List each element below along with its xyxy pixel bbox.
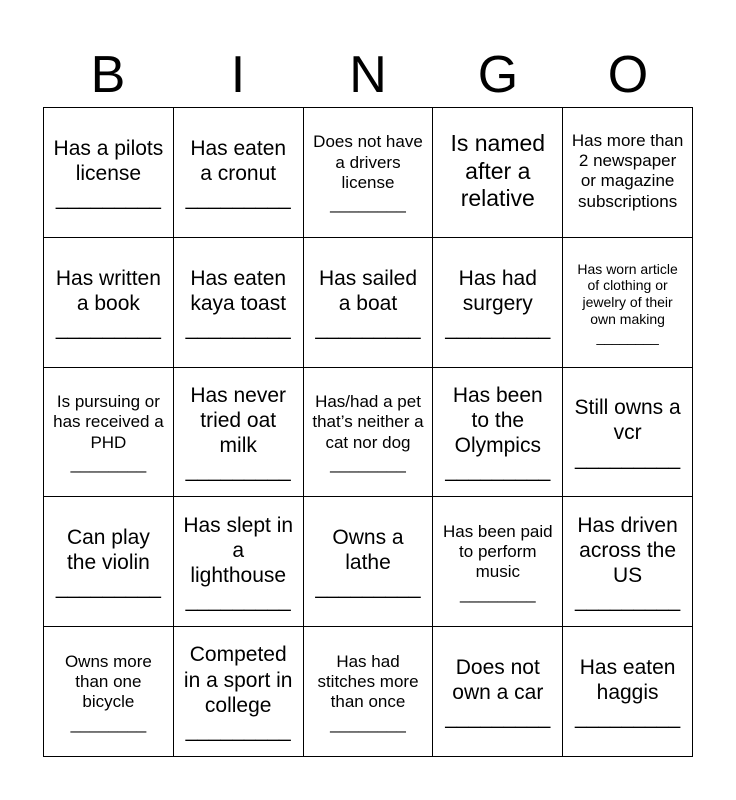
bingo-board — [43, 107, 693, 757]
signature-line: _________ — [315, 576, 421, 600]
bingo-cell[interactable] — [174, 108, 304, 238]
bingo-cell[interactable] — [44, 108, 174, 238]
signature-line: ________ — [459, 583, 536, 603]
cell-text: Has slept in a lighthouse — [183, 513, 294, 587]
bingo-cell[interactable] — [563, 497, 693, 627]
signature-line: _________ — [55, 576, 161, 600]
signature-line: ________ — [330, 194, 406, 214]
signature-line: ________ — [596, 328, 659, 345]
bingo-cell[interactable] — [563, 238, 693, 368]
header-letter-b: B — [90, 46, 126, 104]
bingo-cell[interactable] — [304, 627, 434, 757]
cell-text: Has driven across the US — [577, 513, 678, 587]
cell-text: Does not own a car — [452, 655, 544, 705]
bingo-cell[interactable] — [433, 238, 563, 368]
bingo-cell[interactable] — [563, 108, 693, 238]
cell-text: Has a pilots license — [53, 136, 164, 185]
cell-text: Can play the violin — [66, 526, 150, 575]
cell-text: Is pursuing or has received a PHD — [53, 391, 164, 452]
signature-line: _________ — [575, 446, 681, 470]
bingo-cell[interactable] — [304, 108, 434, 238]
cell-text: Does not have a drivers license — [313, 132, 423, 193]
header-letter-n: N — [349, 46, 387, 104]
cell-text: Has had surgery — [458, 266, 537, 315]
bingo-cell[interactable] — [44, 627, 174, 757]
bingo-cell[interactable] — [433, 368, 563, 498]
signature-line: _________ — [575, 706, 681, 730]
bingo-cell[interactable] — [433, 497, 563, 627]
bingo-cell[interactable] — [304, 497, 434, 627]
cell-text: Has eaten kaya toast — [190, 266, 287, 315]
cell-text: Is named after a relative — [450, 130, 546, 212]
bingo-cell[interactable] — [563, 627, 693, 757]
cell-text: Has been paid to perform music — [442, 521, 553, 582]
cell-text: Has/had a pet that’s neither a cat nor dog — [312, 391, 424, 452]
bingo-cell[interactable] — [174, 497, 304, 627]
signature-line: _________ — [315, 316, 421, 340]
cell-text: Has had stitches more than once — [317, 651, 419, 712]
bingo-cell[interactable] — [174, 368, 304, 498]
bingo-cell[interactable] — [563, 368, 693, 498]
signature-line: _________ — [185, 187, 291, 211]
bingo-header — [43, 44, 693, 106]
signature-line: _________ — [55, 187, 161, 211]
header-letter-g: G — [477, 46, 519, 104]
cell-text: Has never tried oat milk — [190, 383, 287, 458]
signature-line: _________ — [575, 589, 681, 613]
bingo-cell[interactable] — [174, 238, 304, 368]
bingo-cell[interactable] — [304, 368, 434, 498]
cell-text: Still owns a vcr — [574, 396, 681, 445]
signature-line: _________ — [185, 718, 291, 742]
cell-text: Has sailed a boat — [318, 266, 418, 315]
cell-text: Has worn article of clothing or jewelry of their own making — [577, 260, 678, 327]
bingo-cell[interactable] — [174, 627, 304, 757]
cell-text: Has eaten a cronut — [190, 136, 287, 185]
signature-line: _________ — [185, 459, 291, 483]
header-letter-i: I — [230, 46, 246, 104]
signature-line: _________ — [445, 706, 551, 730]
bingo-cell[interactable] — [44, 368, 174, 498]
bingo-cell[interactable] — [433, 108, 563, 238]
header-letter-o: O — [607, 46, 649, 104]
bingo-cell[interactable] — [433, 627, 563, 757]
bingo-cell[interactable] — [44, 238, 174, 368]
signature-line: ________ — [70, 454, 147, 474]
cell-text: Has been to the Olympics — [452, 383, 543, 458]
cell-text: Has more than 2 newspaper or magazine subscriptions — [571, 130, 684, 211]
cell-text: Competed in a sport in college — [183, 643, 293, 717]
signature-line: _________ — [445, 459, 551, 483]
cell-text: Owns more than one bicycle — [64, 651, 152, 712]
bingo-cell[interactable] — [304, 238, 434, 368]
signature-line: ________ — [70, 713, 147, 733]
signature-line: _________ — [185, 316, 291, 340]
cell-text: Owns a lathe — [332, 526, 404, 575]
cell-text: Has written a book — [55, 266, 161, 315]
bingo-cell[interactable] — [44, 497, 174, 627]
signature-line: ________ — [330, 713, 406, 733]
signature-line: _________ — [55, 316, 161, 340]
signature-line: _________ — [185, 589, 291, 613]
signature-line: _________ — [445, 316, 551, 340]
signature-line: ________ — [330, 454, 406, 474]
cell-text: Has eaten haggis — [579, 655, 676, 705]
